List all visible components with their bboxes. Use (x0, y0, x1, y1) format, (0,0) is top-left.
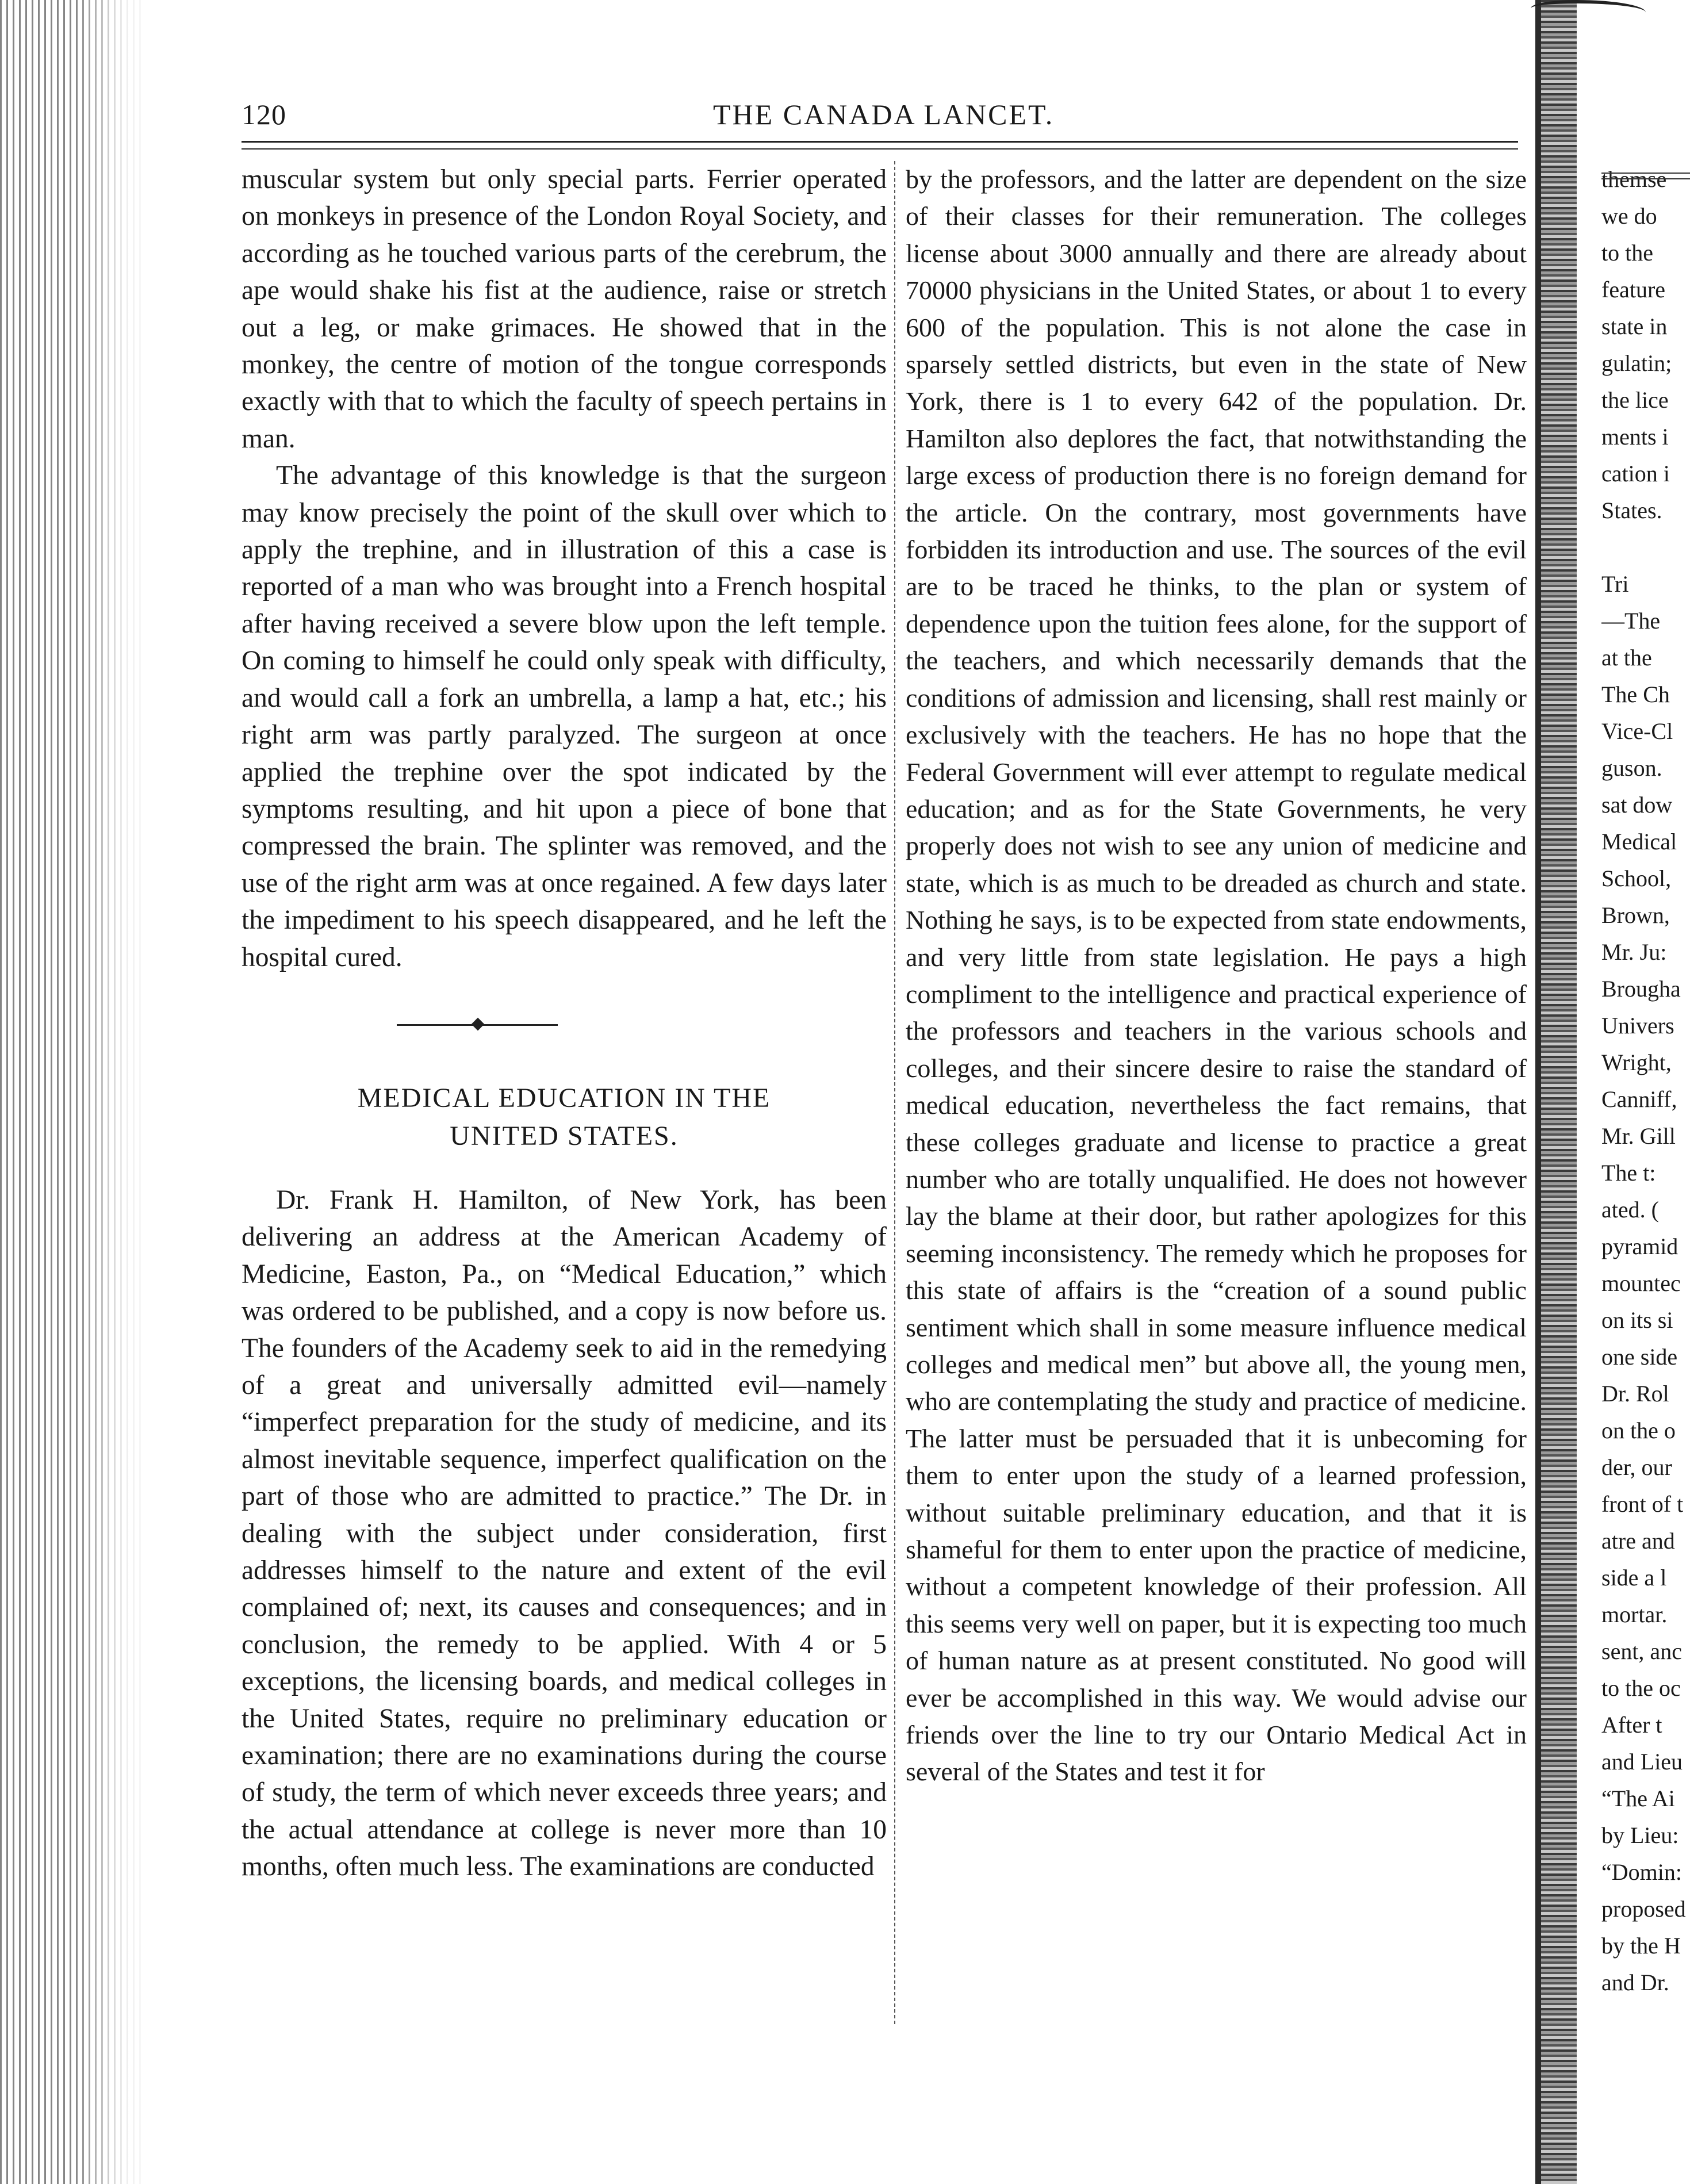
next-page-line: States. (1601, 497, 1662, 523)
next-page-line: at the (1601, 645, 1652, 670)
next-page-line: and Lieu (1601, 1749, 1683, 1775)
next-page-line: by Lieu: (1601, 1822, 1679, 1848)
next-page-line: to the oc (1601, 1675, 1681, 1701)
next-page-line: by the H (1601, 1933, 1681, 1959)
next-page-line: cation i (1601, 461, 1670, 486)
section-heading (242, 1079, 887, 1155)
right-column (906, 161, 1527, 1791)
paragraph-professors: by the professors, and the latter are dependent on the size of their classes for their remuneration. The colleges license about 3000 annually and there are already about 70000 physicians in the United States, or about 1 to every 600 of the population. This is not alone the case in sparsely settled districts, but even in the state of New York, there is 1 to every 642 of the population. Dr. Hamilton also deplores the fact, that notwithstanding the large excess of production there is no foreign demand for the article. On the contrary, most governments have forbidden its introduction and use. The sources of the evil are to be traced he thinks, to the plan or system of dependence upon the tuition fees alone, for the support of the teachers, and which necessarily demands that the conditions of admission and licensing, shall rest mainly or exclusively with the teachers. He has no hope that the Federal Government will ever attempt to regulate medical education; and as for the State Governments, he very properly does not wish to see any union of medicine and state, which is as much to be dreaded as church and state. Nothing he says, is to be expected from state endowments, and very little from state legislation. He pays a high compliment to the intelligence and practical experience of the professors and teachers in the various schools and colleges, and their sincere desire to raise the standard of medical education, nevertheless the fact remains, that these colleges graduate and license to practice a great number who are totally unqualified. He does not however lay the blame at their door, but rather apologizes for this seeming inconsistency. The remedy which he proposes for this state of affairs is the “creation of a sound public sentiment which shall in some measure influence medical colleges and medical men” but above all, the young men, who are contemplating the study and practice of medicine. The latter must be persuaded that it is unbecoming for them to enter upon the study of a learned profession, without suitable preliminary education, and that it is shameful for them to enter upon the practice of medicine, without a competent knowledge of their profession. All this seems very well on paper, but it is expecting too much of human nature as at present constituted. No good will ever be accomplished in this way. We would advise our friends over the line to try our Ontario Medical Act in several of the States and test it for (906, 164, 1527, 1787)
book-binding (1541, 0, 1577, 2184)
page-number: 120 (242, 98, 286, 131)
next-page-line: Brown, (1601, 902, 1670, 928)
next-page-line: guson. (1601, 755, 1662, 781)
left-column (242, 161, 887, 1886)
next-page-line: Tri (1601, 571, 1629, 597)
next-page-line: on the o (1601, 1417, 1676, 1443)
next-page-line: Wright, (1601, 1049, 1672, 1075)
next-page-line: der, our (1601, 1454, 1672, 1480)
section-heading-line-1: MEDICAL EDUCATION IN THE (357, 1082, 771, 1113)
next-page-line: Dr. Rol (1601, 1381, 1669, 1407)
next-page-line: Univers (1601, 1013, 1674, 1039)
next-page-line: Mr. Ju: (1601, 939, 1667, 965)
next-page-line: “The Ai (1601, 1785, 1675, 1811)
next-page-line: side a l (1601, 1565, 1667, 1591)
next-page-line: atre and (1601, 1528, 1675, 1554)
next-page-line: School, (1601, 865, 1672, 891)
paragraph-trephine: The advantage of this knowledge is that the surgeon may know precisely the point of the skull over which to apply the trephine, and in illustration of this a case is reported of a man who was brought into a French hospital after having received a severe blow upon the left temple. On coming to himself he could only speak with difficulty, and would call a fork an umbrella, a lamp a hat, etc.; his right arm was partly paralyzed. The surgeon at once applied the trephine over the spot indicated by the symptoms resulting, and hit upon a piece of bone that compressed the brain. The splinter was removed, and the use of the right arm was at once regained. A few days later the impediment to his speech disappeared, and he left the hospital cured. (242, 461, 887, 972)
section-heading-line-2: UNITED STATES. (450, 1120, 679, 1151)
next-page-line: feature (1601, 277, 1666, 302)
binding-edge (1535, 0, 1541, 2184)
next-page-line (1601, 529, 1690, 566)
next-page-line: The Ch (1601, 681, 1670, 707)
next-page-line: front of t (1601, 1491, 1684, 1517)
next-page-line: sat dow (1601, 792, 1673, 818)
paragraph-hamilton-address: Dr. Frank H. Hamilton, of New York, has been delivering an address at the American Academy of Medicine, Easton, Pa., on “Medical Education,” which was ordered to be published, and a copy is now before us. The founders of the Academy seek to aid in the remedying of a great and universally admitted evil—namely “imperfect preparation for the study of medicine, and its almost inevitable sequence, imperfect qualification on the part of those who are admitted to practice.” The Dr. in dealing with the subject under consideration, first addresses himself to the nature and extent of the evil complained of; next, its causes and consequences; and in conclusion, the remedy to be applied. With 4 or 5 exceptions, the licensing boards, and medical colleges in the United States, require no preliminary education or examination; there are no examinations during the course of study, the term of which never exceeds three years; and the actual attendance at college is never more than 10 months, often much less. The examinations are conducted (242, 1185, 887, 1882)
next-page-line: to the (1601, 240, 1653, 266)
next-page-line: Brougha (1601, 976, 1681, 1002)
next-page-rule-2 (1601, 178, 1690, 179)
next-page-line: ments i (1601, 424, 1669, 450)
next-page-line: proposed (1601, 1896, 1686, 1922)
next-page-line: sent, anc (1601, 1638, 1682, 1664)
column-divider (894, 161, 895, 2024)
next-page-line: Mr. Gill (1601, 1123, 1676, 1149)
next-page-line: ated. ( (1601, 1197, 1659, 1223)
next-page-line: and Dr. (1601, 1970, 1669, 1995)
next-page-line: state in (1601, 313, 1668, 339)
binding-top-curl (1531, 0, 1646, 21)
next-page-line: on its si (1601, 1307, 1673, 1333)
next-page-line: Canniff, (1601, 1086, 1677, 1112)
next-page-line: themse (1601, 166, 1667, 192)
next-page-line: —The (1601, 608, 1661, 634)
next-page-line: pyramid (1601, 1233, 1678, 1259)
next-page-line: one side (1601, 1344, 1678, 1370)
next-page-rule (1601, 173, 1690, 174)
running-title: THE CANADA LANCET. (713, 98, 1055, 131)
next-page-line: Medical (1601, 829, 1677, 855)
next-page-line: After t (1601, 1712, 1662, 1738)
header-rule (242, 141, 1518, 150)
paragraph-ferrier: muscular system but only special parts. Ferrier operated on monkeys in presence of the London Royal Society, and according as he touched various parts of the cerebrum, the ape would shake his fist at the audience, raise or stretch out a leg, or make grimaces. He showed that in the monkey, the centre of motion of the tongue corresponds exactly with that to which the faculty of speech pertains in man. (242, 164, 887, 454)
next-page-line: mortar. (1601, 1601, 1668, 1627)
next-page-line: mountec (1601, 1270, 1681, 1296)
previous-page-edge-fade (75, 0, 155, 2184)
next-page-line: we do (1601, 203, 1657, 229)
next-page-line: gulatin; (1601, 350, 1672, 376)
next-page-line: The t: (1601, 1160, 1656, 1186)
section-ornament (242, 999, 887, 1051)
next-page-line: the lice (1601, 387, 1669, 413)
next-page-fragment (1601, 161, 1690, 2001)
next-page-line: “Domin: (1601, 1859, 1682, 1885)
ornament-diamond (472, 1018, 485, 1031)
next-page-line: Vice-Cl (1601, 718, 1673, 744)
